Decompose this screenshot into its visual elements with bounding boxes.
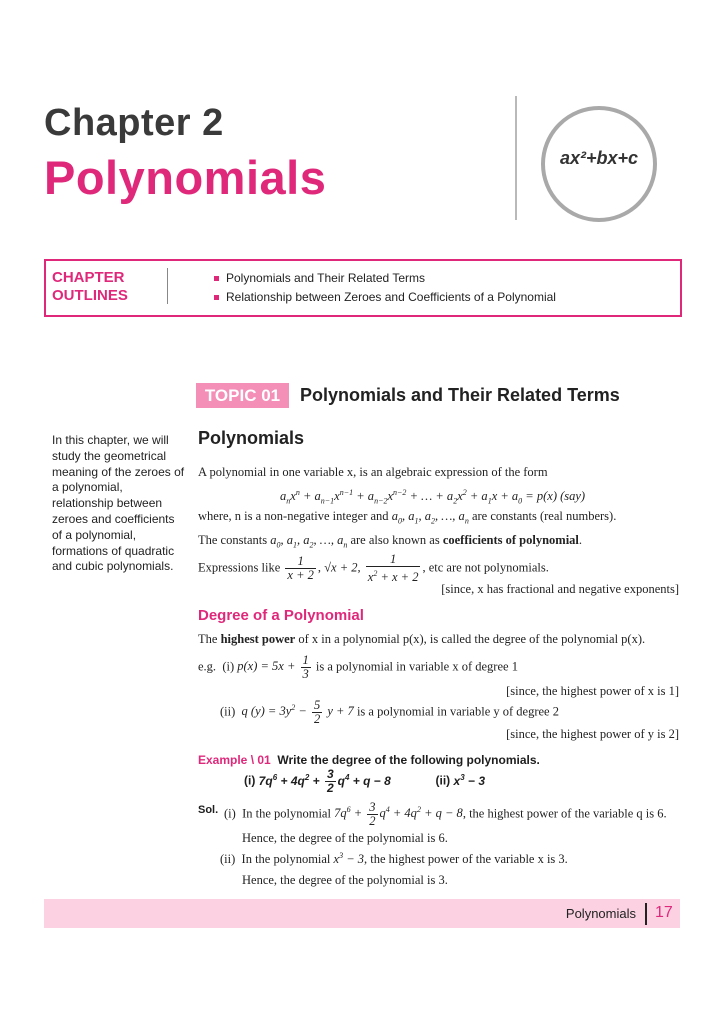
example-1-expression: p(x) = 5x + $\frac{1}{3}$ [237, 653, 309, 681]
example-01 [198, 753, 540, 767]
expr-end: , etc are not polynomials. [422, 560, 549, 575]
bullet-icon [214, 295, 219, 300]
footer-divider [645, 903, 647, 925]
chapter-title: Polynomials [44, 151, 327, 204]
chapter-label: Chapter 2 [44, 102, 224, 144]
solution-i-start: In the polynomial [242, 806, 331, 821]
solution-ii-end: , the highest power of the variable x is 3. [364, 852, 568, 867]
polynomial-intro: A polynomial in one variable x, is an algebraic expression of the form [198, 465, 548, 479]
example-2-text: is a polynomial in variable y of degree 2 [356, 704, 559, 719]
solution-part-2 [220, 851, 568, 867]
example-2-note: [since, the highest power of y is 2] [506, 727, 679, 741]
bullet-icon [214, 276, 219, 281]
solution-i-conclusion: Hence, the degree of the polynomial is 6. [242, 831, 448, 845]
example-2-label: (ii) [220, 704, 236, 719]
example-label: Example \ 01 [198, 753, 271, 767]
where-line [198, 509, 616, 526]
def-start: The [198, 632, 218, 646]
where-start: where, n is a non-negative integer and [198, 509, 389, 523]
outline-item [214, 290, 556, 304]
outlines-heading-line2: OUTLINES [52, 287, 128, 304]
solution-i-end: , the highest power of the variable q is 6. [462, 806, 667, 821]
topic-badge: TOPIC 01 [196, 383, 289, 408]
outline-item-text: Polynomials and Their Related Terms [226, 271, 425, 285]
def-bold: highest power [220, 632, 296, 646]
general-form-equation [280, 488, 585, 506]
section-heading-degree: Degree of a Polynomial [198, 607, 364, 624]
fraction-1-over-quadratic: $\frac{1}{x^2 + x + 2}$ [367, 552, 419, 585]
solution-ii-label: (ii) [220, 852, 236, 867]
general-form-rhs: = p(x) (say) [525, 489, 586, 504]
footer-title: Polynomials [565, 906, 636, 921]
eg-label: e.g. [198, 659, 217, 674]
expr-start: Expressions like [198, 560, 281, 575]
page-number: 17 [655, 904, 673, 921]
outline-item-text: Relationship between Zeroes and Coefficients of a Polynomial [226, 290, 556, 304]
expressions-line: Expressions like $\frac{1}{x + 2}$ , √x + 2, $\frac{1}{x^2 + x + 2}$ , etc are not polynomials. [198, 552, 549, 585]
where-end: are constants (real numbers). [471, 509, 617, 523]
fraction-1-over-x-plus-2: $\frac{1}{x + 2}$ [287, 554, 314, 583]
formula-text: ax²+bx+c [559, 148, 639, 168]
solution-i-label: (i) [224, 806, 236, 821]
example-parts [244, 768, 485, 795]
example-1-note: [since, the highest power of x is 1] [506, 684, 679, 698]
outlines-heading-line1: CHAPTER [52, 269, 125, 286]
solution-ii-expression: $x^3 - 3$ [333, 851, 365, 867]
degree-example-2 [220, 699, 559, 726]
outline-item [214, 271, 425, 285]
constants-mid: are also known as [350, 533, 440, 547]
since-note: [since, x has fractional and negative exponents] [441, 582, 679, 596]
example-1-text: is a polynomial in variable x of degree 1 [315, 659, 518, 674]
outlines-divider [167, 268, 168, 304]
constants-start: The constants [198, 533, 268, 547]
example-part-2-label: (ii) [435, 773, 451, 788]
constants-list: $a_0$, $a_1$, $a_2$, …, $a_n$ [270, 533, 348, 550]
chapter-outlines-box [44, 259, 682, 317]
section-heading-polynomials: Polynomials [198, 428, 305, 448]
topic-title: Polynomials and Their Related Terms [300, 385, 620, 405]
constants-line: The constants $a_0$, $a_1$, $a_2$, …, $a_n$ are also known as coefficients of polynomial. [198, 533, 583, 550]
general-form-lhs: $a_nx^n + a_{n-1}x^{n-1} + a_{n-2}x^{n-2}$ + … + $a_2x^2 + a_1x + a_0$ [280, 488, 523, 506]
constants-bold: coefficients of polynomial [442, 533, 579, 547]
solution-part-1 [224, 801, 667, 828]
example-part-1-expression: $7q^6 + 4q^2$ + $\frac{3}{2}$ $q^4 + q - 8$ [258, 767, 391, 795]
def-end: of x in a polynomial p(x), is called the degree of the polynomial p(x). [298, 632, 646, 646]
example-prompt: Write the degree of the following polynomials. [277, 753, 540, 767]
side-note: In this chapter, we will study the geometrical meaning of the zeroes of a polynomial, relationship between zeroes and coefficients of a polynomial, formations of quadratic and cubic polynomials. [52, 433, 185, 574]
example-2-expression: q $(y) = 3y^2$ − $\frac{5}{2}$ y + 7 [241, 698, 354, 726]
sqrt-expression: √x + 2, [324, 560, 361, 575]
example-1-label: (i) [222, 659, 235, 674]
example-part-2-expression: $x^3 - 3$ [453, 772, 486, 788]
header-divider [515, 96, 517, 220]
solution-ii-start: In the polynomial [241, 852, 331, 867]
solution-ii-conclusion: Hence, the degree of the polynomial is 3. [242, 873, 448, 887]
constants-list: $a_0$, $a_1$, $a_2$, …, $a_n$ [391, 509, 469, 526]
degree-example-1 [198, 654, 518, 681]
solution-label: Sol. [198, 804, 219, 816]
chapter-outlines-heading [52, 269, 128, 305]
solution-i-expression: $7q^6$ + $\frac{3}{2}$ $q^4 + 4q^2 + q - 8$ [334, 800, 463, 828]
example-part-1-label: (i) [244, 773, 256, 788]
degree-definition [198, 632, 645, 647]
